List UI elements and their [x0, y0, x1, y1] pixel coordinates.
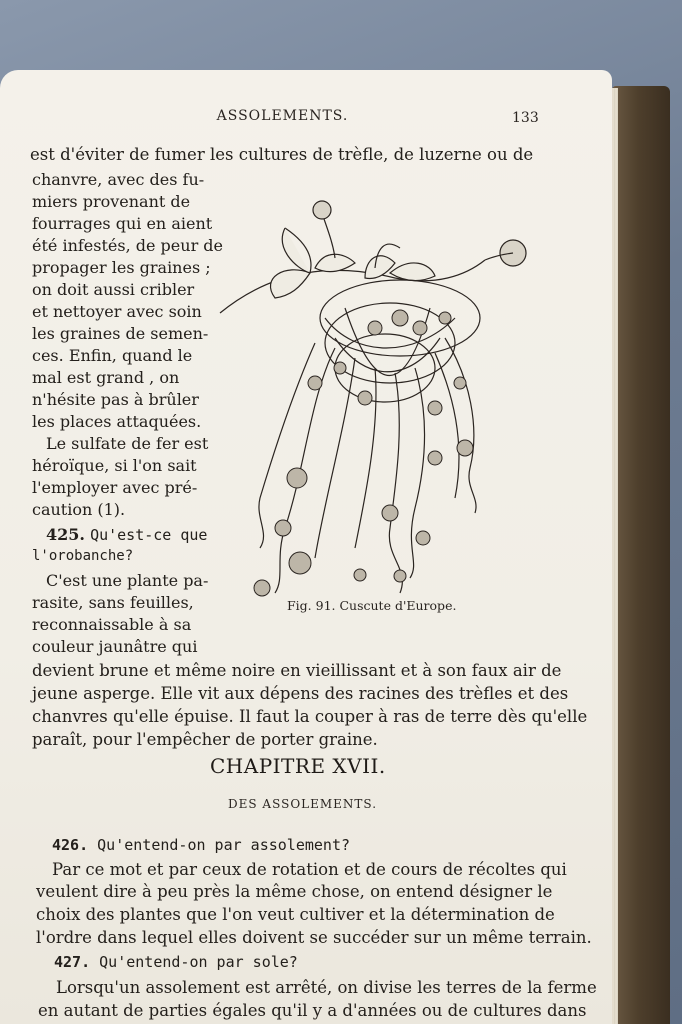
- question-426: [52, 836, 350, 854]
- text-line: caution (1).: [32, 500, 126, 519]
- text-line: rasite, sans feuilles,: [32, 593, 194, 612]
- question-number: 426.: [52, 836, 89, 854]
- question-427: [54, 953, 298, 971]
- text-line: jeune asperge. Elle vit aux dépens des racines des trèfles et des: [32, 684, 569, 703]
- chapter-title: CHAPITRE XVII.: [210, 754, 386, 778]
- question-text: Qu'est-ce que: [90, 526, 208, 544]
- text-line: reconnaissable à sa: [32, 615, 192, 634]
- text-line: devient brune et même noire en vieillissant et à son faux air de: [32, 661, 562, 680]
- text-line: l'employer avec pré-: [32, 478, 198, 497]
- text-line: été infestés, de peur de: [32, 236, 224, 255]
- question-number: 427.: [54, 953, 91, 971]
- question-425: [46, 525, 207, 544]
- figure-caption: Fig. 91. Cuscute d'Europe.: [287, 598, 457, 613]
- section-title: DES ASSOLEMENTS.: [228, 797, 378, 811]
- text-line: Le sulfate de fer est: [46, 434, 209, 453]
- text-line: mal est grand , on: [32, 368, 180, 387]
- question-text: l'orobanche?: [32, 548, 134, 564]
- text-line: les graines de semen-: [32, 324, 209, 343]
- text-line: propager les graines ;: [32, 258, 211, 277]
- text-line: veulent dire à peu près la même chose, on entend désigner le: [36, 882, 553, 901]
- text-line: on doit aussi cribler: [32, 280, 195, 299]
- text-line: l'ordre dans lequel elles doivent se succéder sur un même terrain.: [36, 928, 592, 947]
- text-line: en autant de parties égales qu'il y a d'années ou de cultures dans: [38, 1001, 587, 1020]
- question-text: Qu'entend-on par sole?: [99, 953, 298, 971]
- text-line: est d'éviter de fumer les cultures de trèfle, de luzerne ou de: [30, 145, 534, 164]
- cuscute-illustration: [215, 168, 550, 598]
- running-header: ASSOLEMENTS.: [216, 108, 349, 124]
- text-line: les places attaquées.: [32, 412, 202, 431]
- book-cover-edge: [612, 86, 670, 1024]
- text-line: chanvre, avec des fu-: [32, 170, 205, 189]
- text-line: fourrages qui en aient: [32, 214, 213, 233]
- text-line: héroïque, si l'on sait: [32, 456, 197, 475]
- text-line: miers provenant de: [32, 192, 191, 211]
- question-text: Qu'entend-on par assolement?: [97, 836, 351, 854]
- text-line: n'hésite pas à brûler: [32, 390, 199, 409]
- text-line: ces. Enfin, quand le: [32, 346, 193, 365]
- text-line: Par ce mot et par ceux de rotation et de cours de récoltes qui: [52, 860, 567, 879]
- text-line: choix des plantes que l'on veut cultiver et la détermination de: [36, 905, 555, 924]
- text-line: chanvres qu'elle épuise. Il faut la couper à ras de terre dès qu'elle: [32, 707, 588, 726]
- text-line: paraît, pour l'empêcher de porter graine.: [32, 730, 378, 749]
- question-number: 425.: [46, 525, 85, 544]
- text-line: Lorsqu'un assolement est arrêté, on divise les terres de la ferme: [56, 978, 597, 997]
- text-line: et nettoyer avec soin: [32, 302, 202, 321]
- book-page: [0, 70, 612, 1024]
- text-line: C'est une plante pa-: [46, 571, 209, 590]
- page-number: 133: [512, 110, 539, 126]
- text-line: couleur jaunâtre qui: [32, 637, 198, 656]
